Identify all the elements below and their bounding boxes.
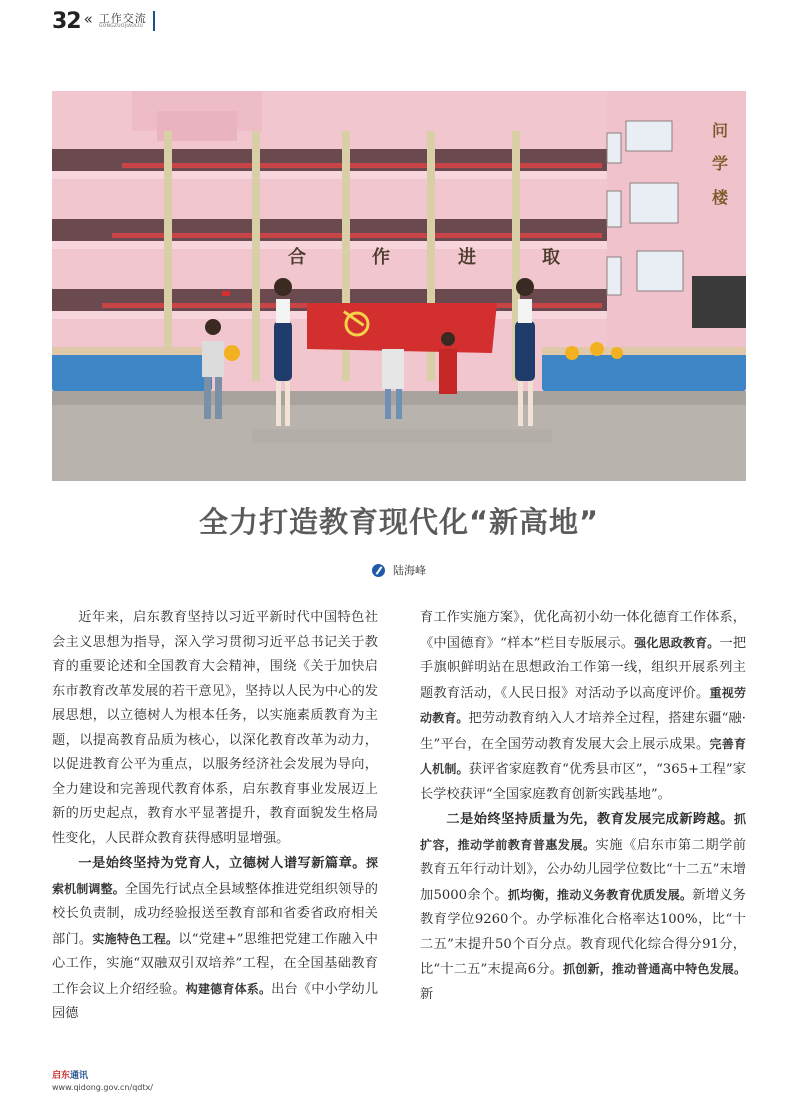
article-photo (52, 91, 746, 481)
page-number: 32 (52, 8, 81, 34)
author-name: 陆海峰 (393, 564, 426, 577)
page-header (52, 8, 155, 34)
keyword-phrase: 完善育人机制。 (420, 736, 746, 776)
pen-icon (372, 564, 385, 577)
building-sign-char-3: 取 (542, 247, 560, 268)
article-paragraph (420, 807, 746, 1007)
footer-brand: 启东通讯 (52, 1071, 89, 1081)
section-title: 工作交流 (98, 11, 147, 25)
vertical-sign-char-0: 问 (712, 121, 729, 140)
section-label (99, 13, 147, 30)
body-text: 全国先行试点全县域整体推进党组织领导的校长负责制，成功经验报送至教育部和省委省政府相关部门。 (52, 881, 378, 947)
keyword-phrase: 抓扩容，推动学前教育普惠发展。 (420, 812, 746, 852)
keyword-phrase: 构建德育体系。 (185, 981, 272, 996)
section-heading: 一是始终坚持为党育人，立德树人谱写新篇章。 (78, 856, 366, 871)
keyword-phrase: 探索机制调整。 (52, 856, 378, 896)
vertical-sign-char-2: 楼 (712, 188, 729, 207)
article-paragraph (420, 606, 746, 807)
body-text: 获评省家庭教育“优秀县市区”，“365+工程”家长学校获评“全国家庭教育创新实践基地”。 (420, 762, 746, 802)
section-pinyin: GONGZUOJIAOLIU (98, 23, 144, 29)
body-text: 出台《中小学幼儿园德 (52, 981, 379, 1021)
chevron-left-icon: « (83, 10, 93, 28)
keyword-phrase: 抓创新，推动普通高中特色发展。 (563, 962, 746, 976)
body-text: 实施《启东市第二期学前教育五年行动计划》，公办幼儿园学位数比“十二五”末增加5000余个。 (420, 837, 746, 903)
article-paragraph (52, 851, 378, 1027)
article-left-column (52, 606, 378, 1027)
author-byline (372, 562, 426, 578)
article-right-column (420, 606, 746, 1007)
body-text: 育工作实施方案》，优化高初小幼一体化德育工作体系，《中国德育》“样本”栏目专版展示。 (420, 610, 746, 651)
body-text: 一把手旗帜鲜明站在思想政治工作第一线，组织开展系列主题教育活动，《人民日报》对活动予以高度评价。 (420, 635, 747, 701)
keyword-phrase: 实施特色工程。 (92, 931, 179, 946)
party-flag (307, 303, 497, 353)
keyword-phrase: 抓均衡，推动义务教育优质发展。 (507, 887, 693, 902)
page-footer (52, 1071, 153, 1093)
building-sign-char-0: 合 (288, 247, 306, 268)
body-text: 把劳动教育纳入人才培养全过程，搭建东疆“融·生”平台，在全国劳动教育发展大会上展示成果。 (420, 711, 746, 752)
keyword-phrase: 重视劳动教育。 (420, 685, 746, 725)
keyword-phrase: 强化思政教育。 (634, 635, 720, 650)
article-title: 全力打造教育现代化“新高地” (198, 505, 600, 539)
body-text: 新增义务教育学位9260个。办学标准化合格率达100%，比“十二五”末提升50个百分点。教育现代化综合得分91分，比“十二五”末提高6分。 (420, 887, 746, 977)
body-text: 以“党建+”思维把党建工作融入中心工作，实施“双融双引双培养”工程，在全国基础教育工作会议上介绍经验。 (52, 931, 378, 997)
footer-url[interactable]: www.qidong.gov.cn/qdtx/ (52, 1083, 153, 1092)
header-divider (153, 11, 155, 31)
building-sign-char-2: 进 (458, 247, 476, 268)
vertical-sign-char-1: 学 (712, 154, 729, 173)
article-paragraph: 近年来，启东教育坚持以习近平新时代中国特色社会主义思想为指导，深入学习贯彻习近平总书记关于教育的重要论述和全国教育大会精神，围绕《关于加快启东市教育改革发展的若干意见》，坚持以人民为中心的发展思想，以立德树人为根本任务，以实施素质教育为主题，以提高教育品质为核心，以深化教育改革为动力，以促进教育公平为重点，以服务经济社会发展为导向，全力建设和完善现代教育体系，启东教育事业发展迈上新的历史起点，教育水平显著提升，教育面貌发生格局性变化，人民群众教育获得感明显增强。 (52, 610, 378, 846)
building-sign-char-1: 作 (372, 247, 390, 268)
body-text: 新 (420, 986, 434, 1002)
section-heading: 二是始终坚持质量为先，教育发展完成新跨越。 (446, 812, 734, 827)
